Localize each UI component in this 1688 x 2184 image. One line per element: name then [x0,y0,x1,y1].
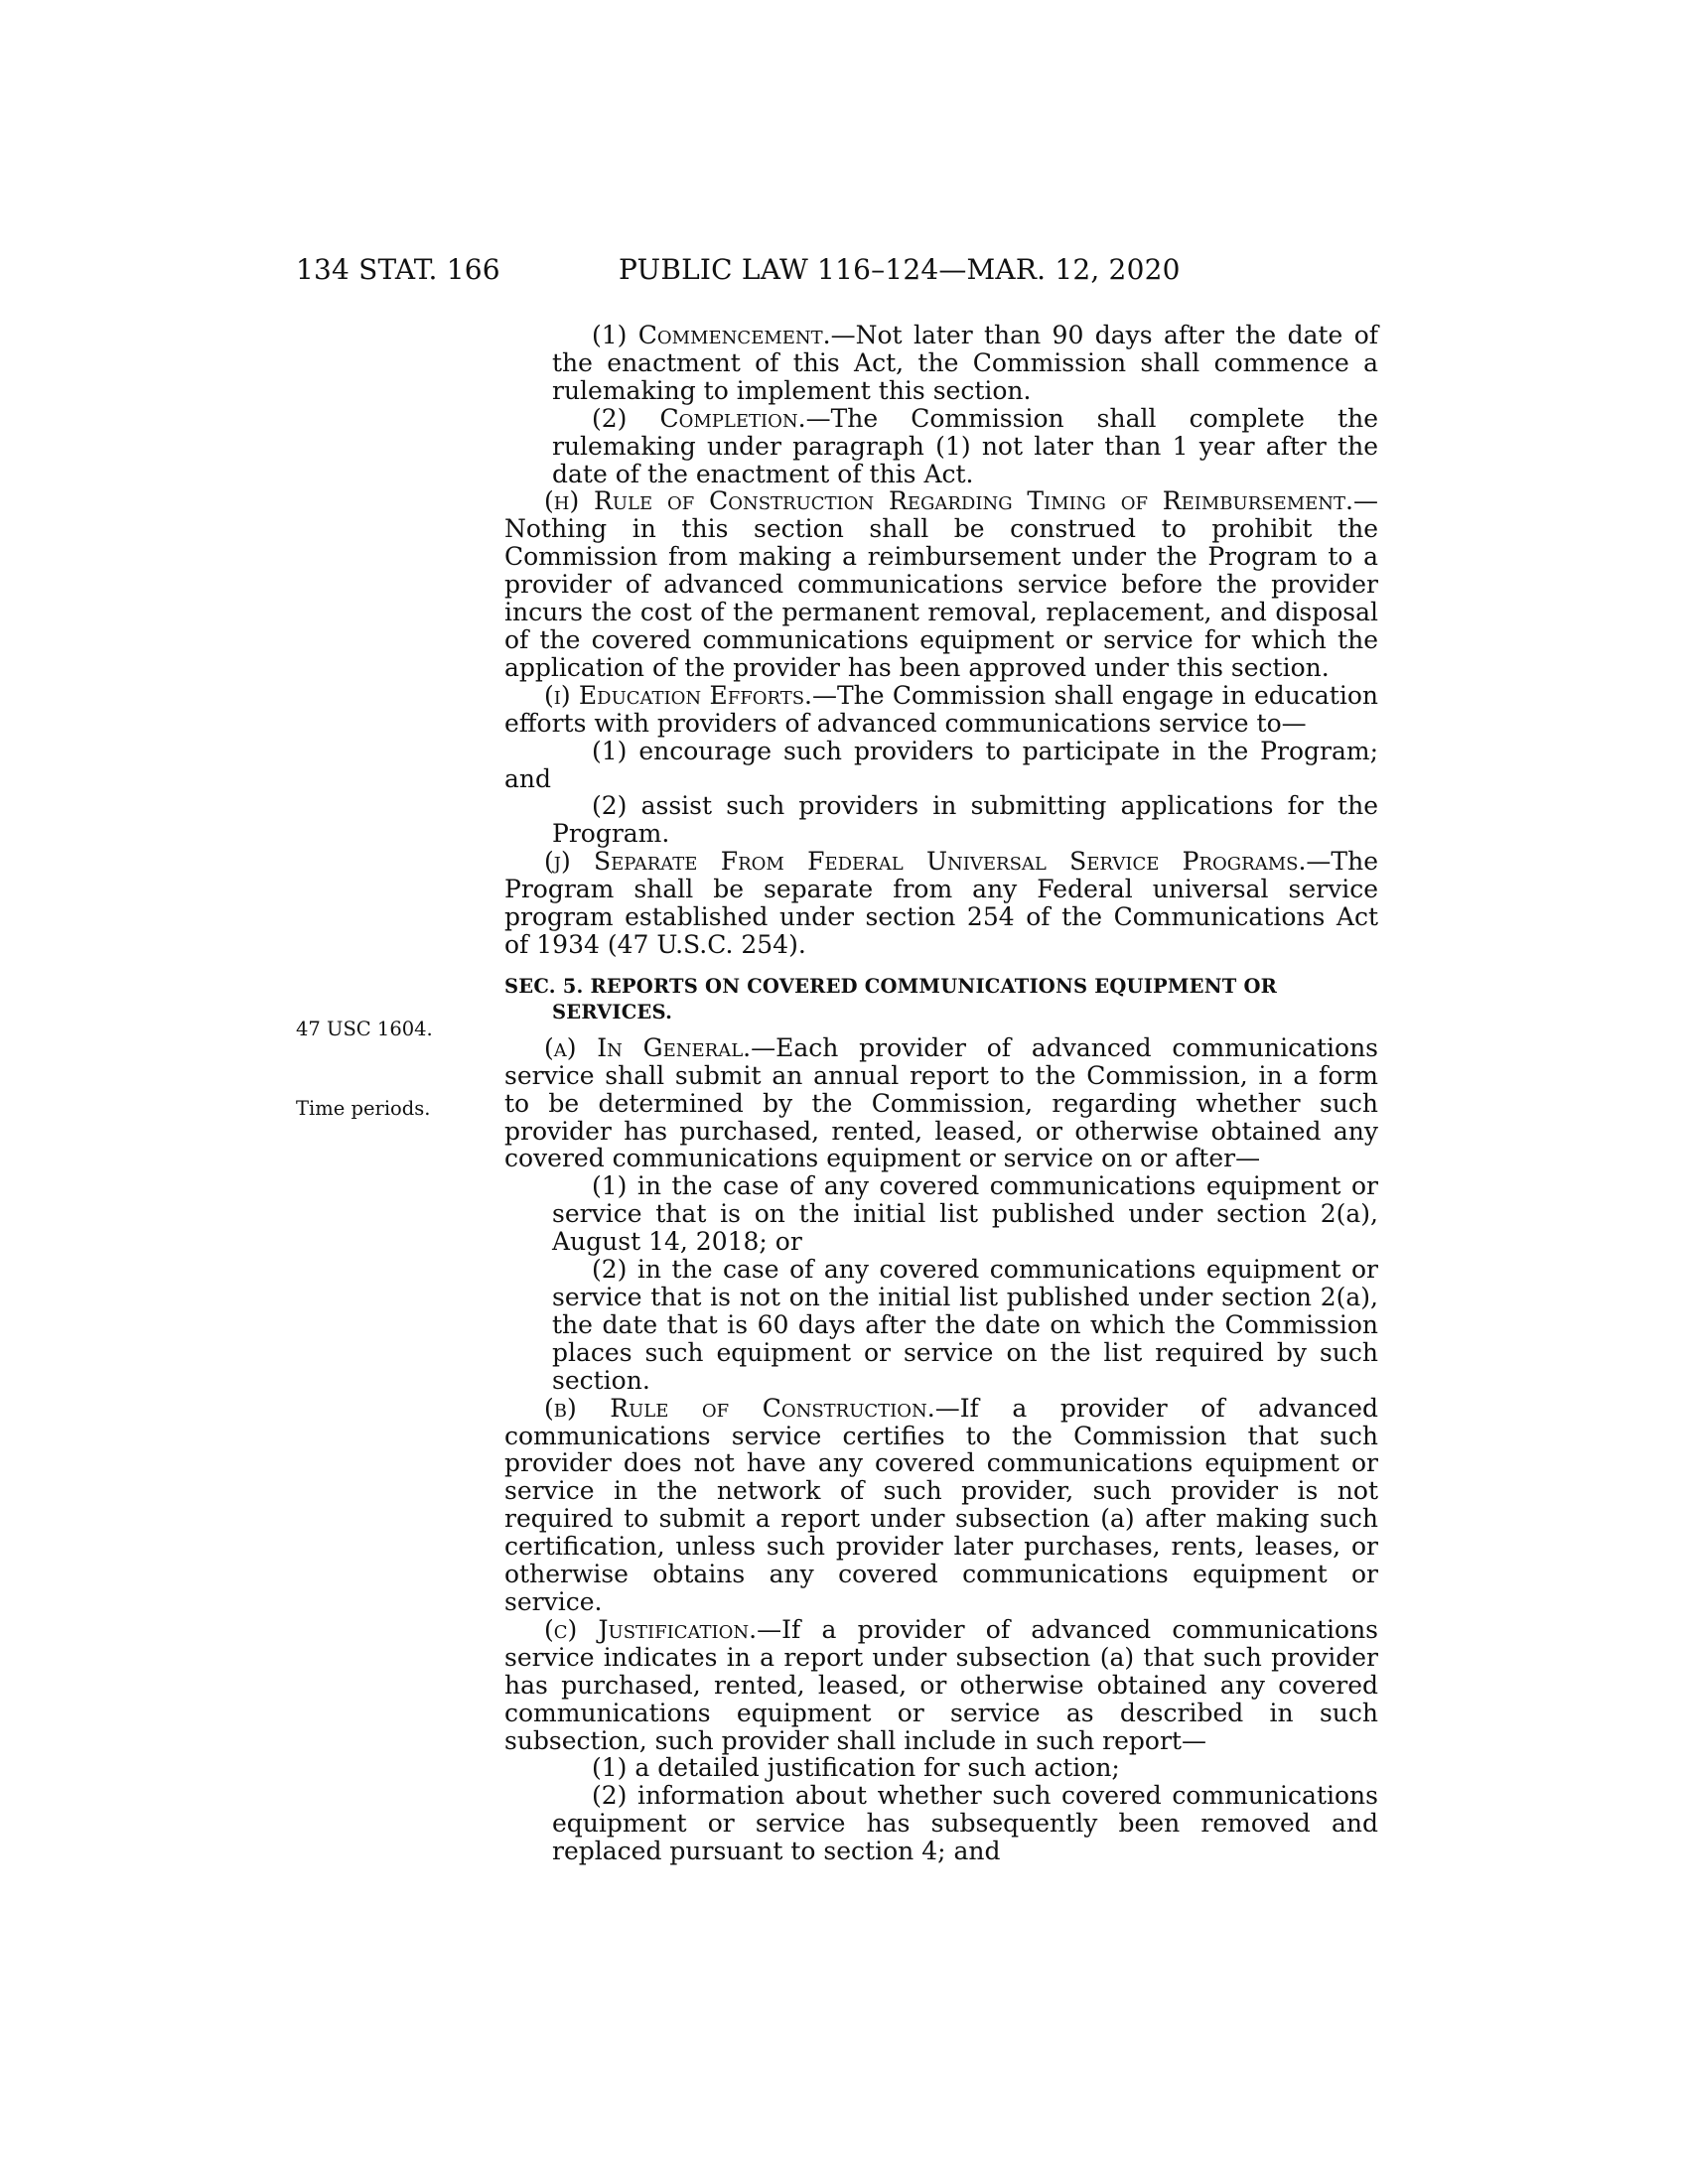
paragraph-c [504,1616,1378,1755]
paragraph-b [504,1395,1378,1616]
paragraph-heading: (2) Completion. [592,403,806,433]
paragraph-text: —The Commission shall complete the rulemaking under paragraph (1) not later than 1 year after the date of the enactment of this Act. [552,403,1378,488]
paragraph-i2: (2) assist such providers in submitting applications for the Program. [552,791,1378,849]
paragraph-heading: (h) Rule of Construction Regarding Timing of Reimbursement. [544,486,1353,516]
paragraph-text: —The Commission shall engage in education efforts with providers of advanced communications service to— [504,680,1378,738]
margin-note-time-periods: Time periods. [296,1097,431,1120]
running-head: PUBLIC LAW 116–124—MAR. 12, 2020 [619,253,1181,286]
paragraph-text: —The Program shall be separate from any Federal universal service program established under section 254 of the Communications Act of 1934 (47 U.S.C. 254). [504,847,1378,959]
paragraph-c1: (1) a detailed justification for such action; [592,1753,1120,1783]
paragraph-text: —If a provider of advanced communications service certifies to the Commission that such provider does not have any covered communications equipment or service in the network of such provider, such provider is not required to submit a report under subsection (a) after making such certification, unless such provider later purchases, rents, leases, or otherwise obtains any covered communications equipment or service. [504,1393,1378,1616]
section-heading-sec-5: SEC. 5. REPORTS ON COVERED COMMUNICATIONS EQUIPMENT OR SERVICES. [504,974,1278,1024]
paragraph-heading: (i) Education Efforts. [544,680,812,710]
page-header [296,253,1378,293]
paragraph-g1 [504,322,1378,405]
paragraph-a [504,1034,1378,1173]
spacer [504,959,1378,974]
paragraph-a2: (2) in the case of any covered communications equipment or service that is not on the initial list published under section 2(a), the date that is 60 days after the date on which the Commission places such equipment or service on the list required by such section. [552,1255,1378,1395]
stat-page-number: 134 STAT. 166 [296,253,500,286]
paragraph-h [504,487,1378,681]
paragraph-a1: (1) in the case of any covered communications equipment or service that is on the initial list published under section 2(a), August 14, 2018; or [552,1171,1378,1257]
paragraph-g2 [504,405,1378,488]
paragraph-heading: (a) In General. [544,1032,752,1062]
margin-note-usc: 47 USC 1604. [296,1018,433,1040]
paragraph-heading: (b) Rule of Construction. [544,1393,935,1423]
paragraph-i1: (1) encourage such providers to participate in the Program; and [504,736,1378,793]
paragraph-text: —If a provider of advanced communications service indicates in a report under subsection (a) that such provider has purchased, rented, leased, or otherwise obtained any covered communications equipment or service as described in such subsection, such provider shall include in such report— [504,1614,1378,1755]
paragraph-c2: (2) information about whether such covered communications equipment or service has subsequently been removed and replaced pursuant to section 4; and [552,1781,1378,1866]
paragraph-heading: (c) Justification. [544,1614,758,1644]
paragraph-heading: (j) Separate From Federal Universal Service Programs. [544,847,1307,877]
paragraph-i [504,682,1378,738]
paragraph-text: —Nothing in this section shall be construed to prohibit the Commission from making a reimbursement under the Program to a provider of advanced communications service before the provider incurs the cost of the permanent removal, replacement, and disposal of the covered communications equipment or service for which the application of the provider has been approved under this section. [504,486,1378,682]
paragraph-heading: (1) Commencement. [592,321,831,349]
paragraph-text: —Not later than 90 days after the date of the enactment of this Act, the Commission shall commence a rulemaking to implement this section. [552,321,1378,405]
paragraph-text: —Each provider of advanced communications service shall submit an annual report to the Commission, in a form to be determined by the Commission, regarding whether such provider has purchased, rented, leased, or otherwise obtained any covered communications equipment or service on or after— [504,1032,1379,1173]
paragraph-j [504,848,1378,959]
document-body [504,322,1378,1865]
